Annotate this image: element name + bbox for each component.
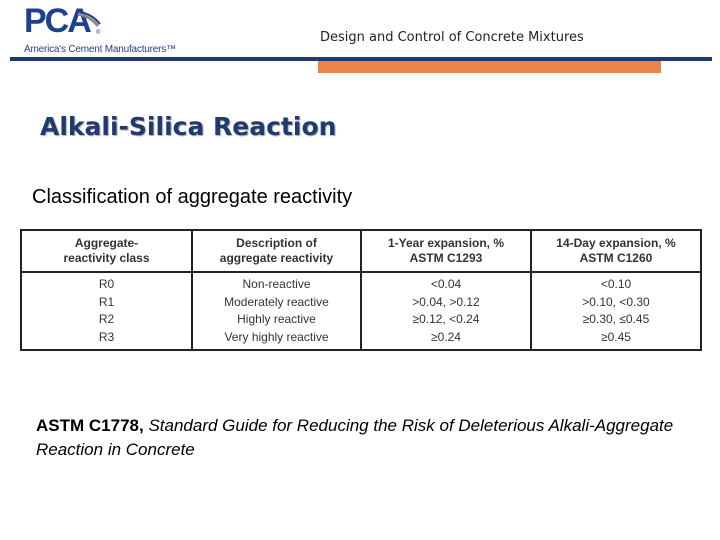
header-line: Description of	[236, 236, 317, 250]
header-title: Design and Control of Concrete Mixtures	[320, 30, 584, 45]
citation-standard: ASTM C1778,	[36, 416, 144, 435]
class-column	[21, 272, 192, 350]
header-1year-expansion	[361, 230, 531, 272]
citation	[36, 414, 696, 462]
table-cell: >0.10, <0.30	[582, 294, 650, 309]
logo-wordmark: PCA	[24, 2, 90, 40]
slide-subtitle: Classification of aggregate reactivity	[32, 186, 353, 208]
header-14day-expansion	[531, 230, 701, 272]
table-cell: R0	[98, 277, 115, 291]
header-line: 1-Year expansion, %	[387, 236, 505, 250]
table-cell: Highly reactive	[237, 312, 316, 326]
table-cell: R3	[98, 329, 115, 344]
header-line: 14-Day expansion, %	[556, 236, 676, 250]
table-cell: R1	[98, 294, 115, 309]
pca-logo	[24, 4, 194, 56]
registered-mark-icon: ®	[96, 30, 101, 36]
table-cell: R2	[98, 312, 115, 326]
table-cell: <0.10	[600, 277, 632, 291]
header-line: ASTM C1260	[579, 251, 653, 265]
description-column	[192, 272, 361, 350]
table-cell: ≥0.24	[431, 329, 461, 344]
header-line: reactivity class	[63, 251, 150, 265]
logo-tagline: America's Cement Manufacturers™	[24, 44, 176, 55]
table-cell: ≥0.12, <0.24	[412, 312, 480, 326]
header-line: ASTM C1293	[409, 251, 483, 265]
table-cell: >0.04, >0.12	[412, 294, 480, 309]
table-cell: ≥0.30, ≤0.45	[582, 312, 650, 326]
logo-swoosh-icon	[76, 12, 102, 30]
header-description	[192, 230, 361, 272]
table-cell: Very highly reactive	[224, 329, 329, 344]
one-year-column	[361, 272, 531, 350]
table-cell: ≥0.45	[601, 329, 631, 344]
table-header-row	[21, 230, 701, 272]
table-body-row	[21, 272, 701, 350]
reactivity-table	[20, 229, 702, 351]
citation-title: Standard Guide for Reducing the Risk of Deleterious Alkali-Aggregate Reaction in Concrete	[36, 416, 674, 459]
table-cell: Moderately reactive	[224, 294, 329, 309]
slide-title: Alkali-Silica Reaction	[40, 112, 337, 141]
header-line: aggregate reactivity	[219, 251, 334, 265]
header-line: Aggregate-	[74, 236, 139, 250]
header-class	[21, 230, 192, 272]
header-rule-orange	[318, 61, 661, 73]
table-cell: Non-reactive	[242, 277, 311, 291]
fourteen-day-column	[531, 272, 701, 350]
table-cell: <0.04	[430, 277, 462, 291]
